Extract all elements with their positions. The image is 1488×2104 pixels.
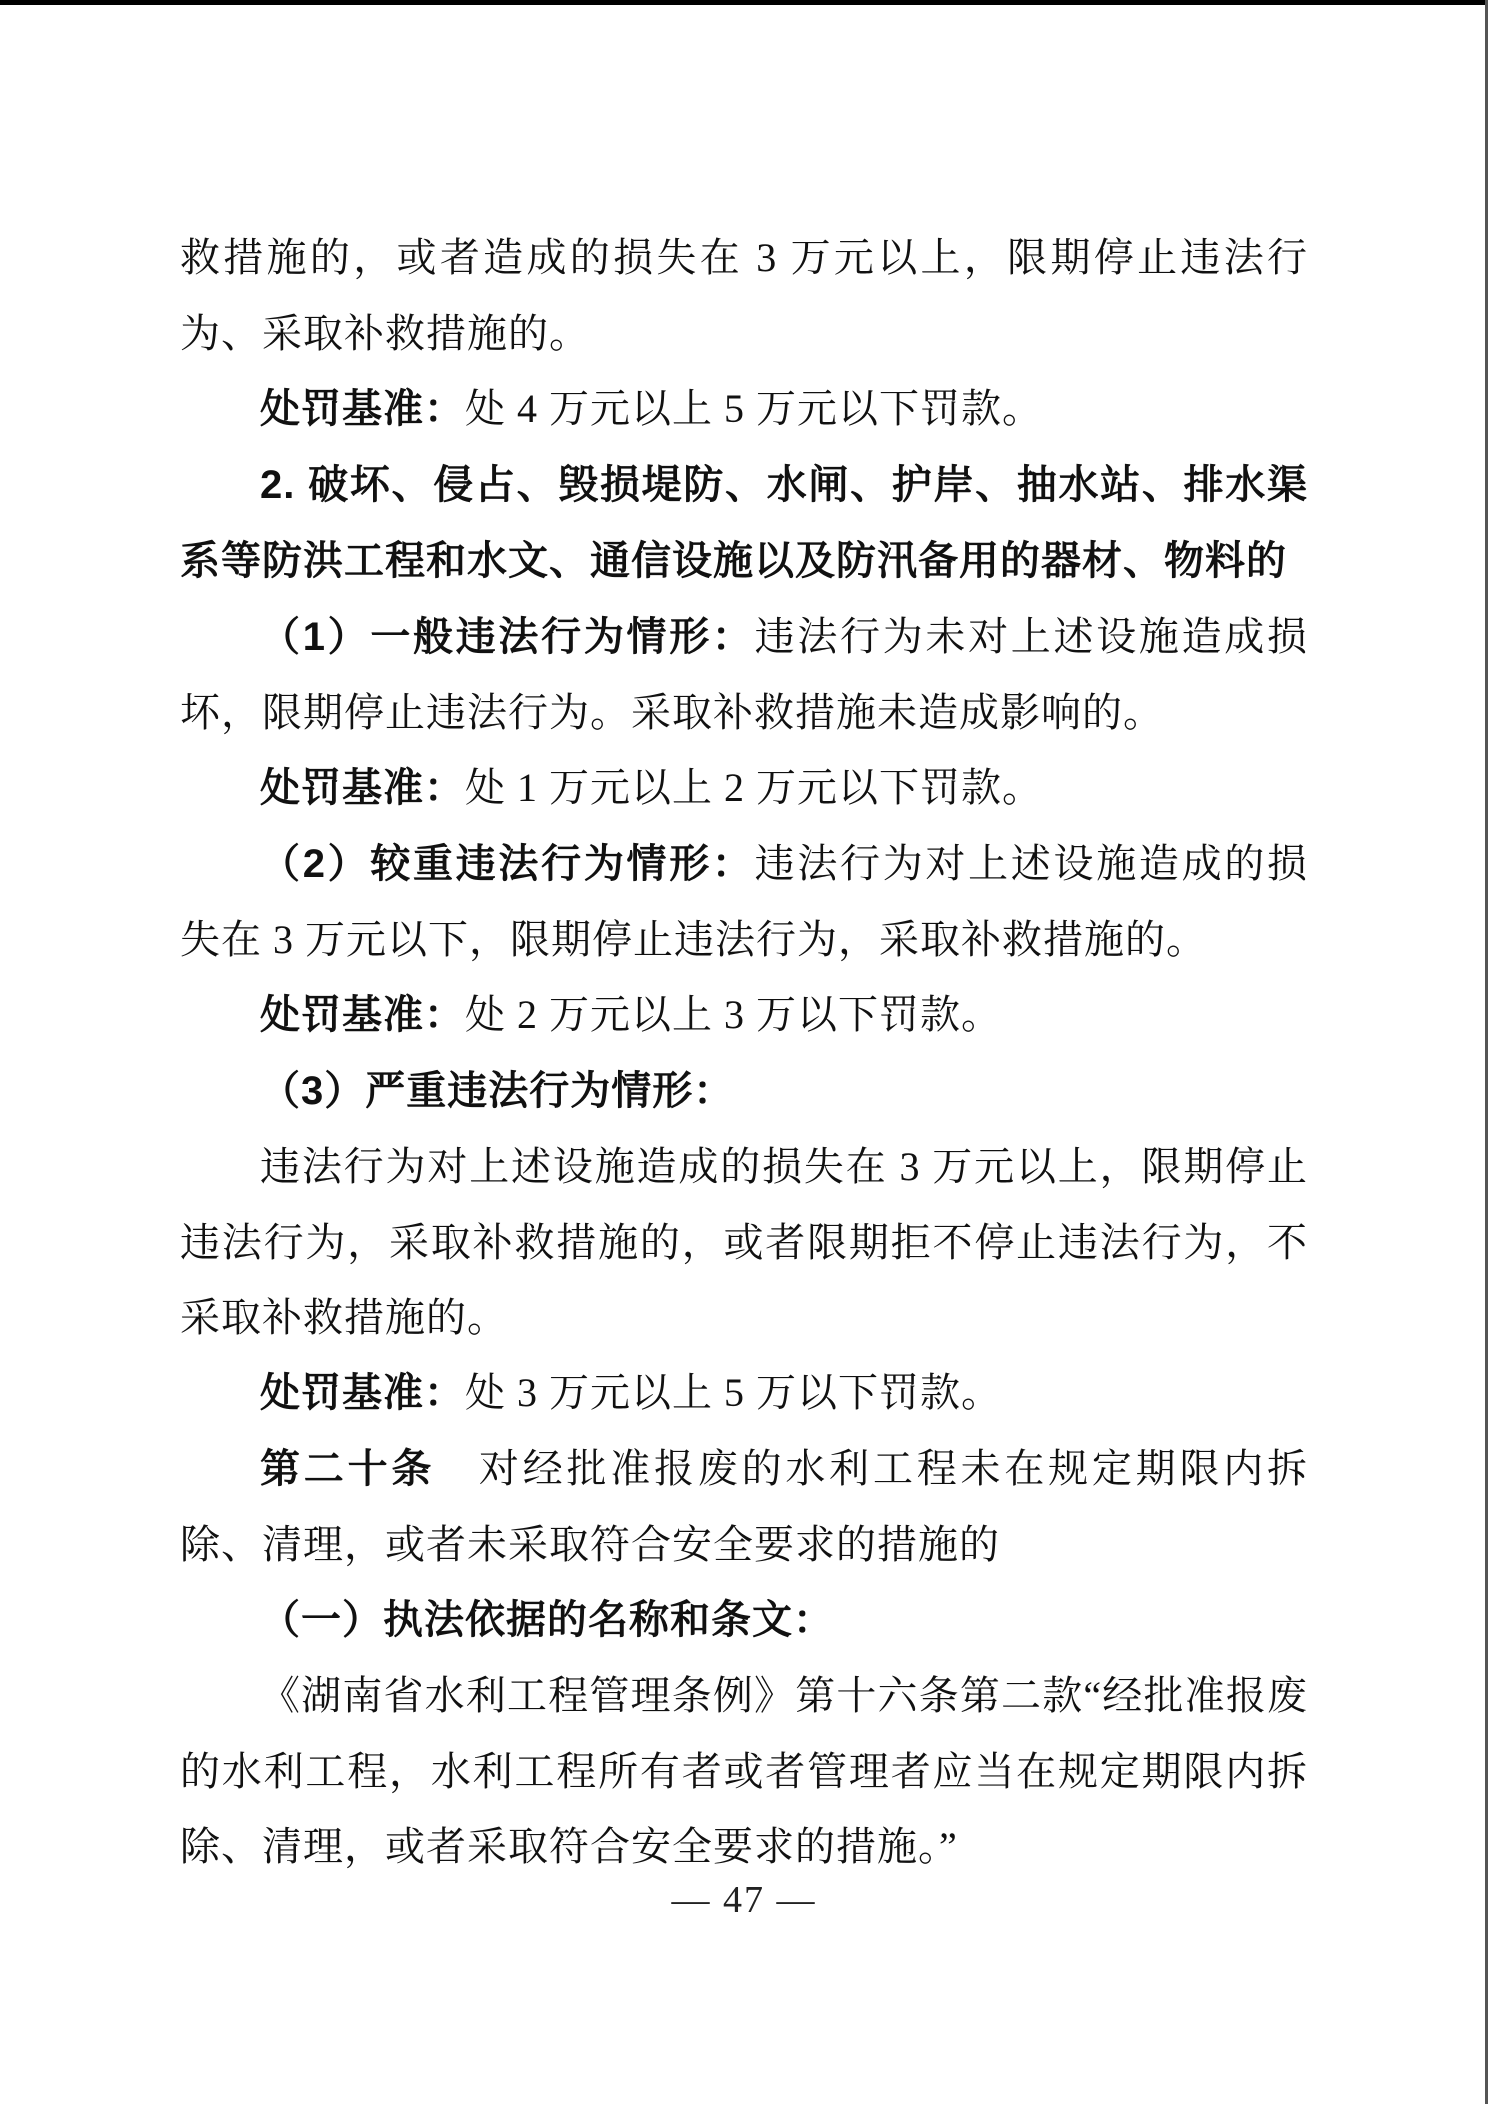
paragraph-head: 处罚基准：	[260, 993, 465, 1037]
paragraph	[180, 371, 1308, 447]
paragraph-head: 处罚基准：	[260, 766, 465, 810]
paragraph-head: （2）较重违法行为情形：	[260, 842, 755, 886]
document-body	[180, 220, 1308, 1884]
paragraph-text: 处 1 万元以上 2 万元以下罚款。	[465, 765, 1043, 810]
paragraph	[180, 977, 1308, 1053]
paragraph-text: 处 3 万元以上 5 万以下罚款。	[465, 1370, 1002, 1415]
paragraph-head: 2. 破坏、侵占、毁损堤防、水闸、护岸、抽水站、排水渠系等防洪工程和水文、通信设施以及防汛备用的器材、物料的	[180, 463, 1308, 583]
paragraph	[180, 599, 1308, 750]
paragraph	[180, 1129, 1308, 1355]
paragraph-text: 违法行为未对上述设施造成损坏，限期停止违法行为。采取补救措施未造成影响的。	[180, 614, 1308, 735]
page-number: — 47 —	[671, 1879, 817, 1921]
paragraph-head: （3）严重违法行为情形：	[260, 1069, 735, 1113]
paragraph-head: 处罚基准：	[260, 1371, 465, 1415]
scan-top-edge	[0, 0, 1488, 5]
paragraph	[180, 750, 1308, 826]
paragraph	[180, 447, 1308, 599]
paragraph-head: （一）执法依据的名称和条文：	[260, 1598, 834, 1642]
paragraph-head: （1）一般违法行为情形：	[260, 615, 755, 659]
paragraph-head: 第二十条	[260, 1447, 436, 1491]
paragraph-text: 违法行为对上述设施造成的损失在 3 万元以上，限期停止违法行为，采取补救措施的，或者限期拒不停止违法行为，不采取补救措施的。	[180, 1144, 1308, 1340]
paragraph-text: 《湖南省水利工程管理条例》第十六条第二款“经批准报废的水利工程，水利工程所有者或者管理者应当在规定期限内拆除、清理，或者采取符合安全要求的措施。”	[180, 1673, 1308, 1869]
paragraph-text: 对经批准报废的水利工程未在规定期限内拆除、清理，或者未采取符合安全要求的措施的	[180, 1446, 1309, 1567]
paragraph	[180, 1053, 1308, 1129]
paragraph	[180, 220, 1308, 371]
paragraph-head: 处罚基准：	[260, 387, 465, 431]
paragraph	[180, 826, 1308, 977]
paragraph-text: 救措施的，或者造成的损失在 3 万元以上，限期停止违法行为、采取补救措施的。	[180, 235, 1308, 356]
paragraph-text: 处 2 万元以上 3 万以下罚款。	[465, 992, 1002, 1037]
paragraph	[180, 1658, 1308, 1884]
paragraph-text: 处 4 万元以上 5 万元以下罚款。	[465, 386, 1043, 431]
paragraph	[180, 1355, 1308, 1431]
paragraph	[180, 1582, 1308, 1658]
paragraph-text: 违法行为对上述设施造成的损失在 3 万元以下，限期停止违法行为，采取补救措施的。	[180, 841, 1308, 962]
paragraph	[180, 1431, 1308, 1582]
